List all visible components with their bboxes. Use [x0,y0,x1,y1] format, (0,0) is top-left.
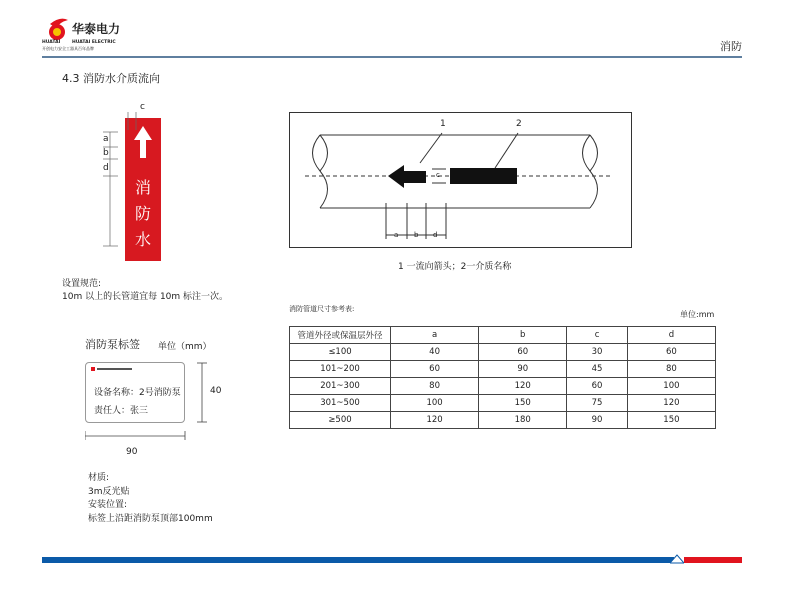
table-cell: 101~200 [290,361,391,378]
dim-c: c [140,102,145,112]
logo [42,18,162,50]
spec-text: 10m 以上的长管道宜每 10m 标注一次。 [62,292,229,302]
table-cell: 90 [567,412,628,429]
table-header-row [290,327,716,344]
table-cell: 60 [627,344,715,361]
table-cell: 120 [479,378,567,395]
install-value: 标签上沿距消防泵顶部100mm [88,513,213,524]
table-cell: ≤100 [290,344,391,361]
table-cell: 80 [391,378,479,395]
table-cell: 60 [479,344,567,361]
table-cell: 60 [391,361,479,378]
footer-peak-icon [670,554,684,564]
medium-name-bar [450,168,517,184]
table-cell: 45 [567,361,628,378]
material-heading: 材质: [88,473,110,483]
header-cell: d [627,327,715,344]
table-cell: 150 [479,395,567,412]
dim-d: d [103,163,109,173]
dim-a: a [103,134,109,144]
table-cell: ≥500 [290,412,391,429]
table-cell: 301~500 [290,395,391,412]
sign-char: 水 [134,230,151,249]
pump-height: 40 [210,386,222,396]
header-cell: c [567,327,628,344]
slogan: 开创电力安全工器具百年品牌 [42,46,94,51]
table-cell: 150 [627,412,715,429]
sign-char: 消 [134,178,151,197]
table-row [290,412,716,429]
label-2: 2 [516,119,522,129]
sign-char: 防 [134,204,151,223]
table-row [290,395,716,412]
dim-d: d [433,231,438,239]
table-row [290,378,716,395]
table-cell: 60 [567,378,628,395]
dim-a: a [394,231,399,239]
brand-name: 华泰电力 [72,22,121,36]
header-divider [42,56,742,58]
pump-label-unit: 单位（mm） [158,342,212,352]
flow-arrow-icon [388,165,426,188]
logo-flame-icon [46,18,68,42]
page-title: 4.3 消防水介质流向 [62,72,160,85]
header-cell: 管道外径或保温层外径 [290,327,391,344]
pipe-diagram [289,112,632,248]
logo-mark: HUATAI [42,40,61,45]
table-cell: 80 [627,361,715,378]
dim-b: b [414,231,419,239]
table-cell: 30 [567,344,628,361]
footer-bar-red [684,557,742,563]
dimension-lines [98,110,138,250]
table-cell: 90 [479,361,567,378]
table-cell: 120 [391,412,479,429]
pump-width: 90 [126,447,138,457]
pipe-size-table [289,326,716,429]
table-cell: 201~300 [290,378,391,395]
dim-c: c [436,171,440,179]
table-cell: 100 [627,378,715,395]
table-cell: 75 [567,395,628,412]
table-row [290,344,716,361]
table-unit: 单位:mm [680,310,715,319]
table-cell: 120 [627,395,715,412]
pipe-caption: 1 一流向箭头；2一介质名称 [398,262,512,272]
table-cell: 180 [479,412,567,429]
pump-label-title: 消防泵标签 [85,338,140,351]
footer-bar-blue [42,557,674,563]
label-1: 1 [440,119,446,129]
pump-dimension-lines [85,360,215,440]
install-heading: 安装位置: [88,500,128,510]
table-cell: 100 [391,395,479,412]
pipe-drawing [290,113,631,247]
device-name: 设备名称：2号消防泵 [94,388,181,398]
table-row [290,361,716,378]
dim-b: b [103,148,109,158]
responsible-person: 责任人：张三 [94,406,149,416]
section-title: 消防 [720,40,742,53]
header-cell: b [479,327,567,344]
brand-en: HUATAI ELECTRIC [72,40,116,45]
header-cell: a [391,327,479,344]
table-cell: 40 [391,344,479,361]
table-caption: 消防管道尺寸参考表: [289,305,355,313]
spec-heading: 设置规范: [62,279,102,289]
material-value: 3m反光贴 [88,486,130,497]
